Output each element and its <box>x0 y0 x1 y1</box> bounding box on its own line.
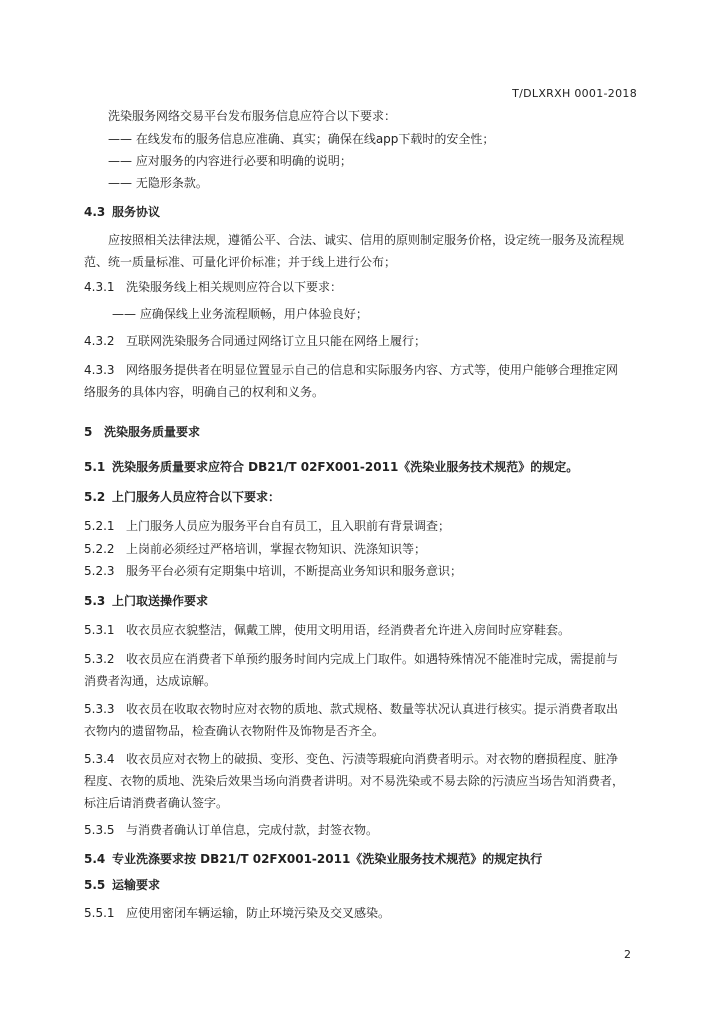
page-number: 2 <box>624 948 631 961</box>
clause-5-3-3: 5.3.3 收衣员在收取衣物时应对衣物的质地、款式规格、数量等状况认真进行核实。提示消费者取出 <box>84 702 619 716</box>
clause-4-3-1: 4.3.1 洗染服务线上相关规则应符合以下要求： <box>84 280 343 294</box>
list-item: —— 应对服务的内容进行必要和明确的说明； <box>108 154 352 168</box>
intro-text: 洗染服务网络交易平台发布服务信息应符合以下要求： <box>108 109 397 123</box>
clause-4-3-3: 4.3.3 网络服务提供者在明显位置显示自己的信息和实际服务内容、方式等，使用户能够合理推定网 <box>84 363 619 377</box>
clause-5-3-2: 5.3.2 收衣员应在消费者下单预约服务时间内完成上门取件。如遇特殊情况不能准时完成，需提前与 <box>84 652 619 666</box>
section-heading-5: 5 洗染服务质量要求 <box>84 425 201 439</box>
clause-5-3-4: 5.3.4 收衣员应对衣物上的破损、变形、变色、污渍等瑕疵向消费者明示。对衣物的磨损程度、脏净 <box>84 752 619 766</box>
list-item: —— 应确保线上业务流程顺畅，用户体验良好； <box>112 307 368 321</box>
paragraph: 应按照相关法律法规，遵循公平、合法、诚实、信用的原则制定服务价格，设定统一服务及流程规 <box>108 233 625 247</box>
section-heading-5-3: 5.3 上门取送操作要求 <box>84 594 209 608</box>
section-heading-5-5: 5.5 运输要求 <box>84 878 161 892</box>
clause-5-2-1: 5.2.1 上门服务人员应为服务平台自有员工，且入职前有背景调查； <box>84 519 451 533</box>
standard-code: T/DLXRXH 0001-2018 <box>512 87 637 100</box>
paragraph: 衣物内的遗留物品，检查确认衣物附件及饰物是否齐全。 <box>84 724 385 738</box>
paragraph: 程度、衣物的质地、洗染后效果当场向消费者讲明。对不易洗染或不易去除的污渍应当场告知消费者， <box>84 774 625 788</box>
clause-5-1: 5.1 洗染服务质量要求应符合 DB21/T 02FX001-2011《洗染业服务技术规范》的规定。 <box>84 460 579 474</box>
clause-4-3-2: 4.3.2 互联网洗染服务合同通过网络订立且只能在网络上履行； <box>84 334 427 348</box>
clause-5-4: 5.4 专业洗涤要求按 DB21/T 02FX001-2011《洗染业服务技术规范》的规定执行 <box>84 852 543 866</box>
section-heading-4-3: 4.3 服务协议 <box>84 205 161 219</box>
list-item: —— 在线发布的服务信息应准确、真实；确保在线app下载时的安全性； <box>108 132 495 146</box>
paragraph: 标注后请消费者确认签字。 <box>84 796 229 810</box>
clause-5-3-5: 5.3.5 与消费者确认订单信息，完成付款，封签衣物。 <box>84 823 379 837</box>
paragraph: 范、统一质量标准、可量化评价标准；并于线上进行公布； <box>84 255 397 269</box>
clause-5-2-3: 5.2.3 服务平台必须有定期集中培训，不断提高业务知识和服务意识； <box>84 564 463 578</box>
list-item: —— 无隐形条款。 <box>108 176 208 190</box>
paragraph: 消费者沟通，达成谅解。 <box>84 674 217 688</box>
clause-5-5-1: 5.5.1 应使用密闭车辆运输，防止环境污染及交叉感染。 <box>84 906 391 920</box>
clause-5-2: 5.2 上门服务人员应符合以下要求： <box>84 490 281 504</box>
clause-5-2-2: 5.2.2 上岗前必须经过严格培训，掌握衣物知识、洗涤知识等； <box>84 542 427 556</box>
paragraph: 络服务的具体内容，明确自己的权利和义务。 <box>84 385 325 399</box>
clause-5-3-1: 5.3.1 收衣员应衣貌整洁，佩戴工牌，使用文明用语，经消费者允许进入房间时应穿鞋套。 <box>84 623 571 637</box>
